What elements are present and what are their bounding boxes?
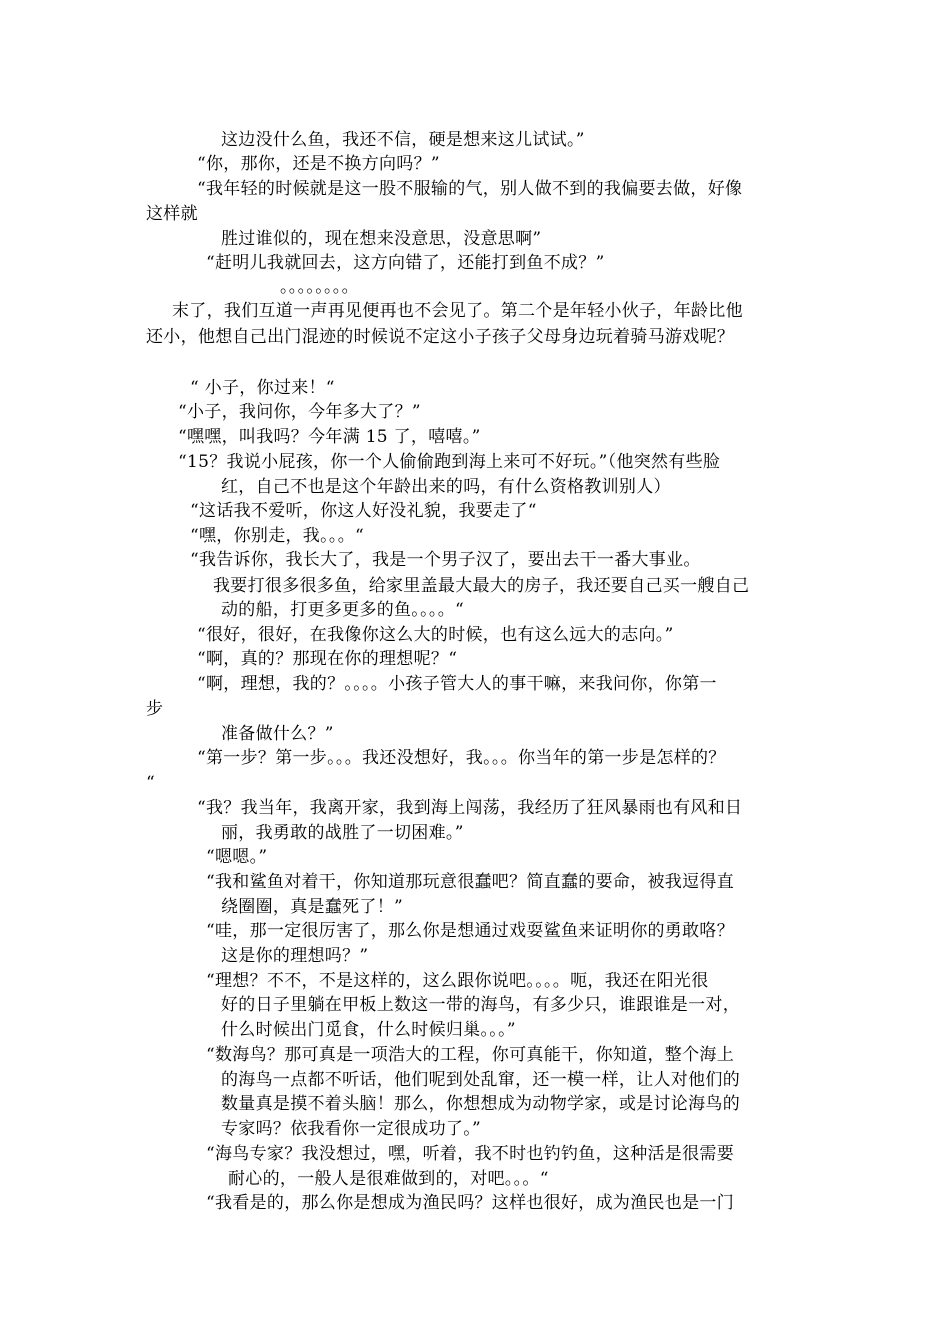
text-line: “我和鲨鱼对着干，你知道那玩意很蠢吧？简直蠢的要命，被我逗得直 xyxy=(206,872,734,892)
text-line: 红，自己不也是这个年龄出来的吗，有什么资格教训别人） xyxy=(221,477,671,497)
text-line: “哇，那一定很厉害了，那么你是想通过戏耍鲨鱼来证明你的勇敢咯？ xyxy=(206,921,734,941)
text-line: 还小，他想自己出门混迹的时候说不定这小子孩子父母身边玩着骑马游戏呢？ xyxy=(146,327,735,347)
text-line: 什么时候出门觅食，什么时候归巢。。。” xyxy=(221,1020,516,1040)
text-line: 绕圈圈，真是蠢死了！” xyxy=(221,897,403,917)
text-line: “小子，我问你，今年多大了？” xyxy=(178,402,421,422)
text-line: “嘿，你别走，我。。。“ xyxy=(190,526,364,546)
text-line: 步 xyxy=(146,699,164,719)
text-line: 末了，我们互道一声再见便再也不会见了。第二个是年轻小伙子，年龄比他 xyxy=(172,301,743,321)
text-line: 。。。。。。。。 xyxy=(280,277,359,297)
text-line: “嘿嘿，叫我吗？今年满 15 了，嘻嘻。” xyxy=(178,427,481,447)
text-line: 胜过谁似的，现在想来没意思，没意思啊” xyxy=(221,229,542,249)
text-line: “你，那你，还是不换方向吗？” xyxy=(197,154,440,174)
text-line: “很好，很好，在我像你这么大的时候，也有这么远大的志向。” xyxy=(197,625,674,645)
text-line: 好的日子里躺在甲板上数这一带的海鸟，有多少只，谁跟谁是一对， xyxy=(221,995,740,1015)
text-line: 我要打很多很多鱼，给家里盖最大最大的房子，我还要自己买一艘自己 xyxy=(213,576,750,596)
text-line: “嗯嗯。” xyxy=(206,847,268,867)
text-line: 丽，我勇敢的战胜了一切困难。” xyxy=(221,823,464,843)
text-line: 这样就 xyxy=(146,204,198,224)
text-line: “理想？不不，不是这样的，这么跟你说吧。。。。呃，我还在阳光很 xyxy=(206,971,709,991)
text-line: “我看是的，那么你是想成为渔民吗？这样也很好，成为渔民也是一门 xyxy=(206,1193,734,1213)
text-line: “15？我说小屁孩，你一个人偷偷跑到海上来可不好玩。”（他突然有些脸 xyxy=(178,452,721,472)
text-line: “这话我不爱听，你这人好没礼貌，我要走了“ xyxy=(190,501,537,521)
text-line: 这边没什么鱼，我还不信，硬是想来这儿试试。” xyxy=(221,130,585,150)
text-line: “ xyxy=(146,773,155,793)
text-line: 专家吗？依我看你一定很成功了。” xyxy=(221,1119,481,1139)
text-line: 数量真是摸不着头脑！那么，你想想成为动物学家，或是讨论海鸟的 xyxy=(221,1094,740,1114)
text-line: 准备做什么？” xyxy=(221,724,334,744)
text-line: “我告诉你，我长大了，我是一个男子汉了，要出去干一番大事业。 xyxy=(190,550,701,570)
text-line: “第一步？第一步。。。我还没想好，我。。。你当年的第一步是怎样的？ xyxy=(197,748,726,768)
text-line: “赶明儿我就回去，这方向错了，还能打到鱼不成？” xyxy=(206,253,605,273)
text-line: “数海鸟？那可真是一项浩大的工程，你可真能干，你知道，整个海上 xyxy=(206,1045,734,1065)
text-line: “啊，真的？那现在你的理想呢？“ xyxy=(197,649,458,669)
text-line: “我年轻的时候就是这一股不服输的气，别人做不到的我偏要去做，好像 xyxy=(197,179,743,199)
text-line: “海鸟专家？我没想过，嘿，听着，我不时也钓钓鱼，这种活是很需要 xyxy=(206,1144,734,1164)
text-line: 动的船，打更多更多的鱼。。。。“ xyxy=(221,600,464,620)
text-line: 这是你的理想吗？” xyxy=(221,946,369,966)
text-line: 的海鸟一点都不听话，他们呢到处乱窜，还一模一样，让人对他们的 xyxy=(221,1070,740,1090)
text-line: 耐心的，一般人是很难做到的，对吧。。。“ xyxy=(228,1169,549,1189)
text-line: “啊，理想，我的？。。。。小孩子管大人的事干嘛，来我问你，你第一 xyxy=(197,674,717,694)
text-line: “ 小子，你过来！“ xyxy=(190,378,335,398)
text-line: “我？我当年，我离开家，我到海上闯荡，我经历了狂风暴雨也有风和日 xyxy=(197,798,743,818)
